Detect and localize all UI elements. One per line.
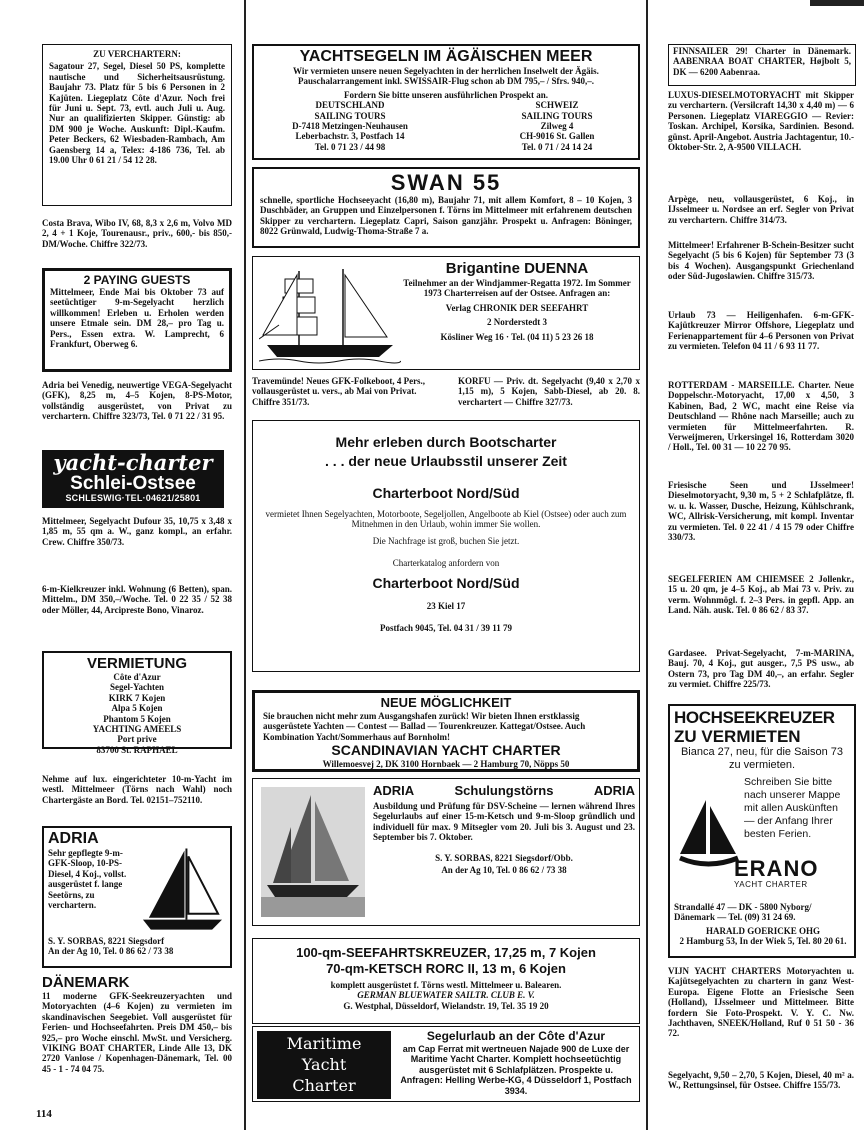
ad-rotterdam-marseille (668, 380, 854, 453)
ad-heading-left: ADRIA (373, 783, 415, 798)
ad-text: Costa Brava, Wibo IV, 68, 8,3 x 2,6 m, Volvo MD 2, 4 + 1 Koje, Tourenausr., priv., 600,- bis 850,- DM/Woche. Chiffre 322/73. (42, 218, 232, 249)
ad-club: GERMAN BLUEWATER SAILTR. CLUB E. V. (357, 990, 535, 1001)
ad-company: SCANDINAVIAN YACHT CHARTER (331, 742, 561, 759)
ad-adria-sloop (42, 826, 232, 968)
ad-maritime-yacht-charter (252, 1026, 640, 1102)
ad-finnsailer (668, 44, 856, 86)
ketch-photo (261, 787, 365, 917)
ad-segelyacht-ostsee (668, 1070, 854, 1091)
ad-text: Bianca 27, neu, für die Saison 73 zu vermieten. (680, 746, 844, 771)
ad-vijn-yacht-charters (668, 966, 854, 1039)
ad-line: Segel-Yachten (110, 682, 164, 693)
ad-adria-schulungstoerns (252, 778, 640, 926)
ad-line: Zilweg 4 (540, 121, 574, 132)
ad-line: Leberbachstr. 3, Postfach 14 (295, 131, 405, 142)
ad-address: S. Y. SORBAS, 8221 Siegsdorf/Obb. (435, 852, 573, 863)
ad-paying-guests (42, 268, 232, 372)
ad-line: CH-9016 St. Gallen (519, 131, 595, 142)
ad-company: Charterboot Nord/Süd (372, 485, 520, 501)
ad-text: Gardasee. Privat-Segelyacht, 7-m-MARINA, Bauj. 70, 4 Koj., gut ausger., 7,5 PS usw., ab Ostern 73, pro Tag DM 40,–, an erfahr. Segler zu vermiet. Chiffre 225/73. (668, 648, 854, 690)
ad-line: 83700 St. RAPHAEL (96, 744, 178, 755)
ad-danemark (42, 974, 232, 1074)
ad-phone: Kösliner Weg 16 · Tel. (04 11) 5 23 26 18 (440, 331, 594, 342)
ad-text: am Cap Ferrat mit wertneuen Najade 900 de Luxe der Maritime Yacht Charter. Komplett hochseetüchtig ausgerüstet mit 6 Schlafplätzen. Prospekte u. Anfragen: Helling Werbe-KG, 4 Düsseldorf 1, Postfach 3934. (400, 1044, 632, 1096)
ad-heading: ADRIA (48, 830, 99, 847)
ad-address: S. Y. SORBAS, 8221 Siegsdorf (48, 936, 165, 946)
logo-schlei-ostsee: Schlei-Ostsee (70, 473, 196, 494)
address-germany (260, 100, 440, 152)
ad-text: Mittelmeer, Ende Mai bis Oktober 73 auf seetüchtiger 9-m-Segelyacht herzlich willkommen! Erleben u. Erholen werden unsere Etmale sein. DM 28,– pro Tag u. Pers., Essen extra. W. Lamprecht, 6 Frankfurt, Oberweg 6. (50, 287, 224, 350)
ad-text: Travemünde! Neues GFK-Folkeboot, 4 Pers., vollausgerüstet u. vers., ab Mai von Privat. Chiffre 351/73. (252, 376, 426, 407)
ad-heading: Brigantine DUENNA (445, 260, 589, 277)
ad-text: Sie brauchen nicht mehr zum Ausgangshafen zurück! Wir bieten Ihnen erstklassig ausgerüstete Yachten — Contest — Ballad — Tourenkreuzer. Kattegat/Ostsee. Auch Kombination Yacht/Sommerhaus auf Bornholm! (263, 711, 586, 742)
ad-text: KORFU — Priv. dt. Segelyacht (9,40 x 2,70 x 1,15 m), 5 Kojen, Sabb-Diesel, ab 20. 8. verchartert — Chiffre 327/73. (458, 376, 640, 407)
ad-hochseekreuzer (668, 704, 856, 958)
ad-text: schnelle, sportliche Hochseeyacht (16,80 m), Baujahr 71, mit allem Komfort, 8 – 10 Kojen, 3 Duschbäder, an Gruppen und Einzelpersonen f. Törns im Mittelmeer mit erfahrenem deutschen Skipper zu verchartern. Liegeplatz Capri, Saison ganzjähr. Prospekt u. Anfragen: Böninger, 8022 Grünwald, Ludwig-Thoma-Straße 7 a. (260, 195, 632, 237)
ad-text: FINNSAILER 29! Charter in Dänemark. AABENRAA BOAT CHARTER, Højbolt 5, DK — 6200 Aabenraa. (673, 46, 851, 77)
ad-travemunde (252, 376, 442, 407)
verano-sailboat-logo (676, 798, 742, 868)
ad-yacht-charter-schlei (42, 450, 224, 508)
ad-gardasee (668, 648, 854, 690)
ad-brigantine-duenna (252, 256, 640, 370)
logo-yacht-charter: yacht-charter (53, 450, 213, 475)
ad-phone: An der Ag 10, Tel. 0 86 62 / 73 38 (441, 865, 567, 876)
ad-text: Mittelmeer! Erfahrener B-Schein-Besitzer sucht Segelyacht (5 bis 6 Kojen) für September 73 (3 bis 4 Wochen). Ausgangspunkt Griechenland oder Süd-Jugoslawien. Chiffre 315/73. (668, 240, 854, 282)
ad-line: Tel. 0 71 / 24 14 24 (521, 141, 593, 152)
ad-text: LUXUS-DIESELMOTORYACHT mit Skipper zu verchartern. (Versilcraft 14,30 x 4,40 m) — 6 Personen. Liegeplatz VIAREGGIO — Revier: Toskan. Archipel, Korsika, Sardinien. Besond. günst. April-Angebot. Austria Jachtagentur, 10.-Oktober-Str. 2, A-9500 VILLACH. (668, 90, 854, 153)
ad-company: HARALD GOERICKE OHG (705, 925, 820, 936)
ad-text: Nehme auf lux. eingerichteter 10-m-Yacht im westl. Mittelmeer (Törns nach Wahl) noch Chartergäste an Bord. Tel. 02151–752110. (42, 774, 232, 805)
ad-urlaub-heiligenhafen (668, 310, 854, 352)
ad-prospekt: Fordern Sie bitte unseren ausführlichen Prospekt an. (344, 89, 548, 100)
ad-line: SCHWEIZ (535, 100, 579, 111)
ad-text: vermietet Ihnen Segelyachten, Motorboote, Segeljollen, Angelboote ab Kiel (Ostsee) oder auch zum Mitnehmen in den Urlaub, wohin immer Sie wollen. (265, 509, 627, 530)
ad-publisher: Verlag CHRONIK DER SEEFAHRT (445, 302, 589, 313)
ad-yachtsegeln-aegaeis (252, 44, 640, 160)
ad-subheading: . . . der neue Urlaubsstil unserer Zeit (325, 453, 567, 469)
maritime-logo (257, 1031, 391, 1099)
ad-phone: An der Ag 10, Tel. 0 86 62 / 73 38 (48, 946, 174, 957)
ad-scandinavian-yacht-charter (252, 690, 640, 772)
ad-text: 6-m-Kielkreuzer inkl. Wohnung (6 Betten), span. Mittelm., DM 350,–/Woche. Tel. 0 22 35 / 52 38 oder Möller, 44, Arcipreste Bono, Vinaroz. (42, 584, 232, 615)
ad-text: ROTTERDAM - MARSEILLE. Charter. Neue Doppelschr.-Motoryacht, 17,00 x 4,50, 3 Kabinen, Bad, 2 WC, macht eine Reise via Deutschland — Rhône nach Marseille; auch zu vermieten für Mittelmeerfahrten. R. Verweijmeren, Urkersingel 16, Rotterdam 3020 / Holl., Tel. 00 31 — 10 22 70 95. (668, 380, 854, 453)
ad-arpege (668, 194, 854, 225)
logo-phone: SCHLESWIG·TEL·04621/25801 (65, 493, 201, 503)
ad-line: KIRK 7 Kojen (108, 692, 166, 703)
ad-mittelmeer-sucht (668, 240, 854, 282)
logo-line-1: Maritime (286, 1034, 362, 1053)
ad-phone: Postfach 9045, Tel. 04 31 / 39 11 79 (379, 623, 512, 634)
ad-swan-55 (252, 167, 640, 248)
ad-text: Segelyacht, 9,50 – 2,70, 5 Kojen, Diesel, 40 m² a. W., Rettungsinsel, für Ostsee. Chiffre 155/73. (668, 1070, 854, 1091)
ad-line: DEUTSCHLAND (315, 100, 385, 111)
ad-line: Alpa 5 Kojen (111, 703, 163, 714)
ad-verchartern (42, 44, 232, 206)
sailboat-illustration (137, 848, 226, 936)
ad-text: SEGELFERIEN AM CHIEMSEE 2 Jollenkr., 15 u. 20 qm, je 4–5 Koj., ab Mai 73 v. Priv. zu verm. Wohnmögl. f. 2–3 Pers. in gepfl. App. an Land. Näh. ausk. Tel. 0 86 62 / 83 37. (668, 574, 854, 616)
column-rule-left (244, 0, 246, 1130)
ad-line: SAILING TOURS (521, 110, 593, 121)
ad-heading: YACHTSEGELN IM ÄGÄISCHEN MEER (299, 48, 593, 65)
ad-heading: Mehr erleben durch Bootscharter (335, 434, 557, 450)
ad-city: 23 Kiel 17 (426, 600, 466, 611)
ad-text: Ausbildung und Prüfung für DSV-Scheine — lernen während Ihres Segelurlaubs auf einer 15-m-Ketsch und 9-m-Sloop gründlich und individuell für max. 9 Mitsegler vom 20. Juli bis 3. August und 23. September bis 7. Oktober. (373, 801, 635, 843)
ad-heading: 100-qm-SEEFAHRTSKREUZER, 17,25 m, 7 Kojen (296, 945, 596, 960)
brigantine-illustration (259, 265, 401, 365)
ad-address: Strandallé 47 — DK - 5800 Nyborg/ Dänemark — Tel. (09) 31 24 69. (674, 902, 812, 923)
ad-heading: Schulungstörns (454, 783, 554, 798)
ad-vermietung (42, 651, 232, 755)
ad-luxus-dieselmotoryacht (668, 90, 854, 152)
ad-heading-right: ADRIA (593, 783, 635, 798)
ad-heading: NEUE MÖGLICHKEIT (380, 695, 512, 710)
ad-text: Adria bei Venedig, neuwertige VEGA-Segelyacht (GFK), 8,25 m, 4–5 Kojen, 8-PS-Motor, vollständig ausgerüstet, von Privat zu verchartern. Chiffre 323/73, Tel. 0 71 22 / 31 95. (42, 380, 232, 422)
ad-address: G. Westphal, Düsseldorf, Wielandstr. 19, Tel. 35 19 20 (343, 1000, 549, 1011)
ad-text: Arpège, neu, vollausgerüstet, 6 Koj., in IJsselmeer u. Nordsee an erf. Segler von Privat zu verchartern. Chiffre 314/73. (668, 194, 854, 225)
ad-text: 11 moderne GFK-Seekreuzeryachten und Motoryachten (4–6 Kojen) zu vermieten im skandinavischen Seegebiet. Voll ausgerüstet für Ferien- und Hochseefahrten. Preis DM 450,– bis 925,– pro Woche einschl. MwSt. und Versicherg. VIKING BOAT CHARTER, Linde Alle 13, DK 2720 Vanlose / Kopenhagen-Dänemark, Tel. 00 45 - 1 - 74 04 75. (42, 991, 232, 1074)
ad-line: Côte d'Azur (113, 672, 161, 682)
ad-chiemsee (668, 574, 854, 616)
column-rule-right (646, 0, 648, 1130)
ad-friesische-seen (668, 480, 854, 542)
ad-heading: HOCHSEEKREUZER (674, 708, 835, 727)
ad-line: Phantom 5 Kojen (103, 713, 171, 724)
ad-text-2: Schreiben Sie bitte nach unserer Mappe mit allen Auskünften — der Anfang Ihrer besten Ferien. (744, 776, 841, 840)
ad-seefahrtskreuzer (252, 938, 640, 1024)
address-switzerland (482, 100, 632, 152)
ad-subheading: ZU VERMIETEN (674, 727, 801, 746)
page-number: 114 (36, 1108, 52, 1120)
ad-text: Sehr gepflegte 9-m-GFK-Sloop, 10-PS-Diesel, 4 Koj., vollst. ausgerüstet f. lange Seetörns, zu verchartern. (48, 848, 127, 911)
ad-company-2: Charterboot Nord/Süd (372, 574, 520, 591)
ad-heading: SWAN 55 (390, 170, 502, 195)
ad-heading: Segelurlaub an der Côte d'Azur (426, 1029, 606, 1043)
logo-line-2: Yacht (301, 1055, 347, 1074)
ad-heading: DÄNEMARK (42, 974, 130, 991)
ad-address: 2 Norderstedt 3 (487, 317, 547, 328)
top-edge-marker (810, 0, 864, 6)
ad-dufour (42, 516, 232, 547)
ad-charterboot-nord-sud (252, 420, 640, 672)
ad-kielkreuzer (42, 584, 232, 615)
ad-heading: ZU VERCHARTERN: (93, 49, 181, 59)
ketch-photo-graphic (261, 787, 365, 917)
ad-nehme (42, 774, 232, 805)
logo-line-3: Charter (292, 1076, 356, 1095)
ad-text: Teilnehmer an der Windjammer-Regatta 1972. Im Sommer 1973 Charterreisen auf der Ostsee. Anfragen an: (403, 278, 631, 299)
verano-logo-text: ERANO (734, 856, 819, 881)
ad-line: SAILING TOURS (314, 110, 386, 121)
ad-adria-vega (42, 380, 232, 422)
ad-heading: VERMIETUNG (86, 655, 187, 672)
ad-text: Wir vermieten unsere neuen Segelyachten in der herrlichen Inselwelt der Ägäis. Pauschalarrangement inkl. SWISSAIR-Flug schon ab DM 795,– / Sfrs. 940,–. (293, 66, 599, 87)
ad-heading: 2 PAYING GUESTS (83, 273, 191, 287)
ad-subheading: 70-qm-KETSCH RORC II, 13 m, 6 Kojen (326, 961, 566, 976)
ad-text: VIJN YACHT CHARTERS Motoryachten u. Kajütsegelyachten zu chartern in ganz West-Europa. Eigene Flotte an Friesische Seen (Holland), IJsselmeer und Mittelmeer. Bitte fordern Sie Foto-Prospekt. V. Y. C. Nw. Jachthaven, SNEEK/Holland, Ruf 0 51 50 - 36 72. (668, 966, 854, 1039)
ad-text: Sagatour 27, Segel, Diesel 50 PS, komplette nautische und Sicherheitsausrüstung. Baujahr 73. Platz für 5 bis 6 Personen in 2 Kajüten. Liegeplatz Côte d'Azur. Noch frei für Juni u. Sept. 73, evtl. auch Juli u. Aug. Nur an qualifizierten Skipper. Günstig: ab DM 900 je Woche. Auskunft: Dipl.-Kaufm. Peter Beckers, 62 Wiesbaden-Rambach, Am Gaensberg 14 a, Telex: 4-186 736, Tel. ab 19.00 Uhr 0 61 21 / 54 12 28. (49, 61, 225, 166)
ad-line: Port prive (117, 734, 157, 745)
ad-line: D-7418 Metzingen-Neuhausen (292, 121, 408, 132)
ad-katalog: Charterkatalog anfordern von (392, 558, 500, 569)
ad-address-2: 2 Hamburg 53, In der Wiek 5, Tel. 80 20 61. (679, 936, 847, 947)
ad-korfu (458, 376, 640, 407)
ad-text: Urlaub 73 — Heiligenhafen. 6-m-GFK-Kajütkreuzer Mirror Offshore, Liegeplatz und Ferienappartement für 4–6 Personen von Privat zu vermieten. Telefon 04 11 / 6 93 11 77. (668, 310, 854, 352)
verano-logo-sub: YACHT CHARTER (734, 880, 808, 889)
ad-nachfrage: Die Nachfrage ist groß, buchen Sie jetzt. (372, 535, 520, 546)
ad-lines (48, 672, 226, 755)
ad-address: Willemoesvej 2, DK 3100 Hornbaek — 2 Hamburg 70, Nöpps 50 (322, 759, 570, 770)
ad-text: Friesische Seen und IJsselmeer! Dieselmotoryacht, 9,30 m, 5 + 2 Schlafplätze, fl. w. u. k. Wasser, Dusche, Heizung, Kühlschrank, WC, Allrisk-Versicherung, mit kompl. Inventar zu vermieten. Tel. 0 22 41 / 4 15 79 oder Chiffre 330/73. (668, 480, 854, 543)
ad-line: YACHTING AMEELS (92, 724, 182, 735)
ad-costa-brava (42, 218, 232, 249)
ad-line: Tel. 0 71 23 / 44 98 (314, 141, 386, 152)
ad-text: Mittelmeer, Segelyacht Dufour 35, 10,75 x 3,48 x 1,85 m, 55 qm a. W., ganz kompl., an erfahr. Crew. Chiffre 350/73. (42, 516, 232, 547)
ad-text: komplett ausgerüstet f. Törns westl. Mittelmeer u. Balearen. (330, 980, 562, 990)
